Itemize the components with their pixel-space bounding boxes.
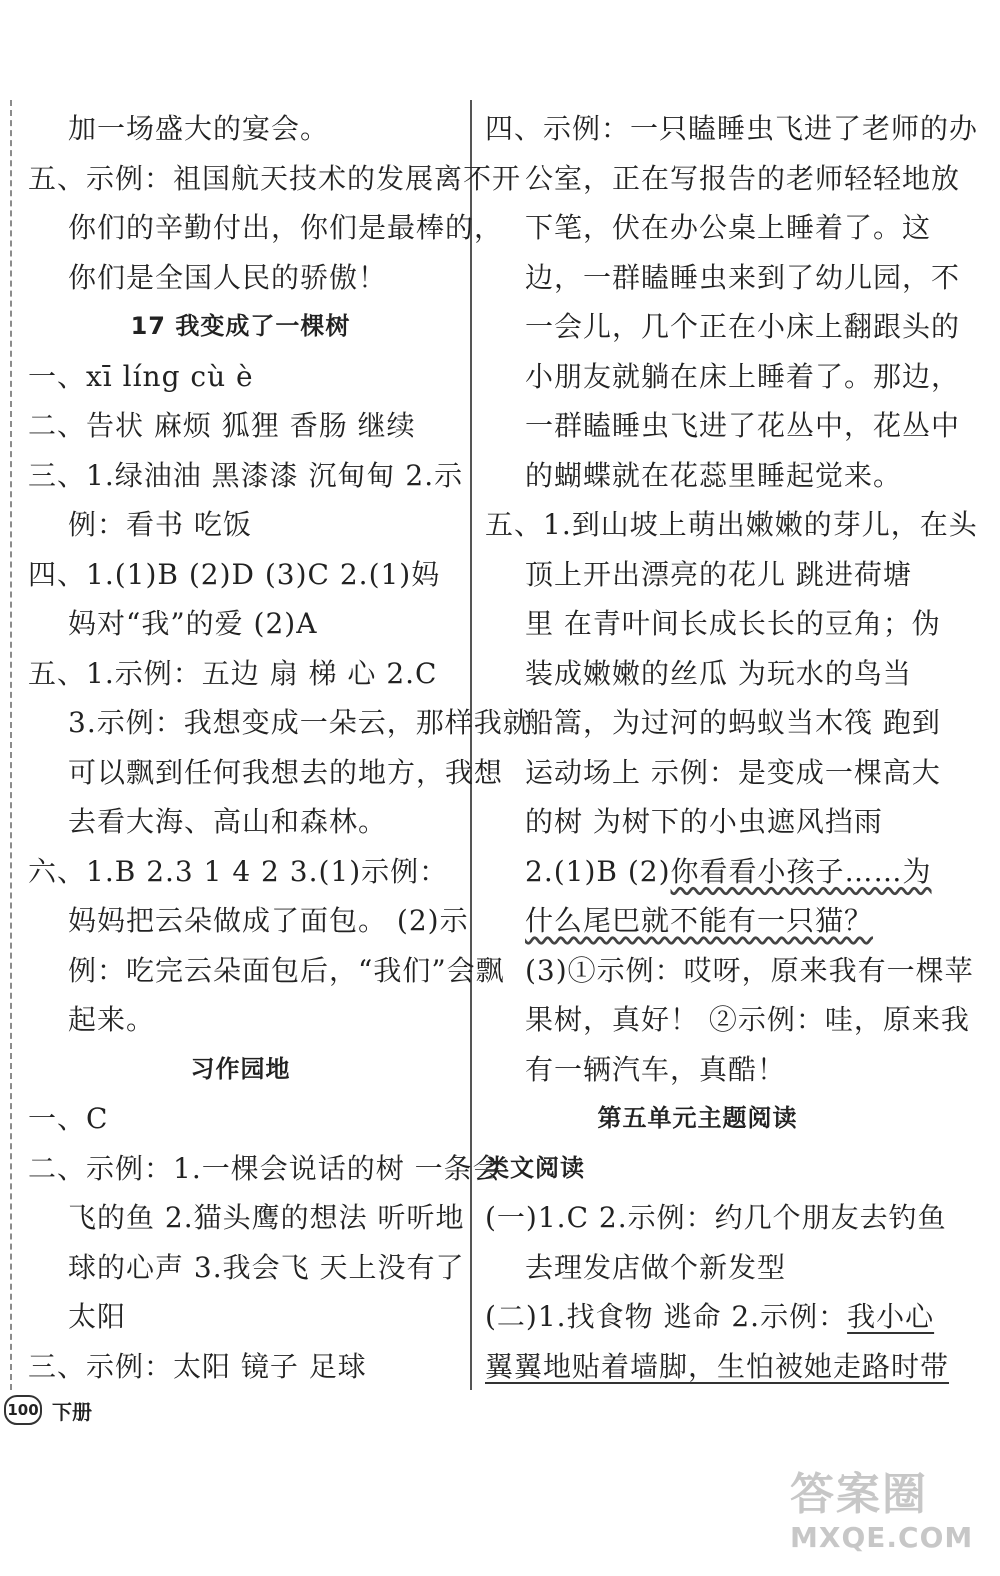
answer-text: 五、1.示例：五边 扇 梯 心 2.C [28, 656, 438, 690]
answer-text: 类文阅读 [485, 1153, 585, 1182]
answer-line [28, 847, 453, 897]
answer-line [28, 1144, 502, 1194]
answer-text: 运动场上 示例：是变成一棵高大 [525, 755, 941, 789]
answer-text: 小朋友就躺在床上睡着了。那边， [525, 359, 961, 393]
answer-text: 二、示例：1.一棵会说话的树 一条会 [28, 1151, 502, 1185]
answer-line [485, 550, 910, 600]
answer-line [28, 649, 453, 699]
underlined-answer-text: 你看看小孩子……为 [670, 854, 932, 888]
answer-text: 习作园地 [190, 1054, 291, 1083]
answer-text: 顶上开出漂亮的花儿 跳进荷塘 [525, 557, 912, 591]
answer-line [485, 302, 961, 352]
watermark-logo: 答案圈 [790, 1469, 928, 1520]
answer-text: 例：看书 吃饭 [68, 508, 252, 541]
answer-line [28, 1292, 453, 1342]
answer-line [485, 1292, 935, 1342]
answer-line [28, 896, 469, 946]
answer-line [28, 1243, 465, 1293]
answer-line [28, 401, 453, 451]
section-heading [28, 1045, 453, 1095]
answer-line [28, 500, 453, 550]
answer-text: 你们是全国人民的骄傲！ [68, 260, 388, 294]
answer-line [485, 599, 941, 649]
section-heading [28, 302, 453, 352]
answer-text: (3)①示例：哎呀，原来我有一棵苹 [525, 953, 974, 987]
answer-line [28, 203, 504, 253]
answer-text: 三、示例：太阳 镜子 足球 [28, 1349, 367, 1383]
answer-text: 的树 为树下的小虫遮风挡雨 [525, 805, 883, 838]
answer-text: (二)1.找食物 逃命 2.示例： [485, 1300, 848, 1333]
page-footer [4, 1395, 92, 1425]
answer-text: 五、示例：祖国航天技术的发展离不开 [28, 161, 522, 195]
answer-text: 妈对“我”的爱 (2)A [68, 607, 318, 640]
answer-line [485, 1193, 947, 1243]
answer-text: 太阳 [68, 1300, 127, 1333]
answer-line [485, 154, 961, 204]
answer-line [485, 698, 941, 748]
answer-line [485, 203, 932, 253]
answer-text: 妈妈把云朵做成了面包。 (2)示 [68, 904, 469, 937]
answer-text: 去理发店做个新发型 [525, 1250, 787, 1284]
answer-text: 的蝴蝶就在花蕊里睡起觉来。 [525, 458, 903, 492]
answer-line [485, 1342, 950, 1392]
answer-text: 二、告状 麻烦 狐狸 香肠 继续 [28, 409, 416, 442]
subsection-heading [485, 1144, 910, 1194]
answer-line [485, 401, 961, 451]
answer-line [28, 797, 453, 847]
answer-line [485, 649, 910, 699]
answer-line [485, 352, 961, 402]
site-watermark [790, 1470, 985, 1570]
answer-line [485, 995, 970, 1045]
answer-text: 下笔，伏在办公桌上睡着了。这 [525, 211, 932, 244]
answer-line [28, 253, 453, 303]
answer-line [485, 797, 910, 847]
answer-text: 3.示例：我想变成一朵云，那样我就 [68, 706, 532, 739]
answer-line [28, 1342, 453, 1392]
answer-text: 有一辆汽车，真酷！ [525, 1052, 787, 1086]
section-heading [485, 1094, 910, 1144]
answer-text: 2.(1)B (2) [525, 854, 671, 888]
watermark-url: MXQE.COM [790, 1521, 974, 1554]
answer-line [485, 1243, 910, 1293]
answer-text: 船篙，为过河的蚂蚁当木筏 跑到 [525, 706, 941, 739]
answer-text: 五、1.到山坡上萌出嫩嫩的芽儿，在头 [485, 508, 978, 541]
answer-line [28, 1193, 465, 1243]
answer-line [28, 995, 453, 1045]
answer-text: 一、xī líng cù è [28, 359, 254, 393]
answer-line [28, 1094, 453, 1144]
answer-line [485, 1045, 910, 1095]
answer-text: 第五单元主题阅读 [597, 1104, 798, 1132]
answer-line [28, 599, 453, 649]
answer-line [28, 550, 453, 600]
answer-text: 飞的鱼 2.猫头鹰的想法 听听地 [68, 1201, 465, 1234]
answer-text: 边，一群瞌睡虫来到了幼儿园，不 [525, 260, 961, 294]
underlined-answer-text: 什么尾巴就不能有一只猫？ [525, 904, 874, 937]
answer-line [28, 698, 532, 748]
answer-text: 去看大海、高山和森林。 [68, 805, 388, 838]
answer-text: 四、1.(1)B (2)D (3)C 2.(1)妈 [28, 557, 441, 591]
answer-line [485, 253, 961, 303]
answer-line [28, 451, 464, 501]
answer-text: 果树，真好！ ②示例：哇，原来我 [525, 1003, 970, 1036]
answer-text: 17 我变成了一棵树 [130, 312, 351, 340]
answer-text: 六、1.B 2.3 1 4 2 3.(1)示例： [28, 854, 449, 888]
answer-text: 公室，正在写报告的老师轻轻地放 [525, 161, 961, 195]
right-answer-column [485, 104, 979, 1391]
answer-text: 三、1.绿油油 黑漆漆 沉甸甸 2.示 [28, 458, 464, 492]
answer-text: 一会儿，几个正在小床上翻跟头的 [525, 310, 961, 343]
answer-text: 里 在青叶间长成长长的豆角；伪 [525, 607, 941, 640]
left-answer-column [28, 104, 532, 1391]
answer-line [485, 847, 932, 897]
answer-text: 加一场盛大的宴会。 [68, 112, 330, 145]
answer-line [28, 352, 453, 402]
answer-line [485, 451, 910, 501]
volume-label: 下册 [52, 1399, 92, 1424]
answer-line [485, 946, 974, 996]
answer-text: 例：吃完云朵面包后，“我们”会飘 [68, 953, 505, 987]
answer-line [485, 748, 941, 798]
answer-text: (一)1.C 2.示例：约几个朋友去钓鱼 [485, 1201, 947, 1234]
answer-text: 装成嫩嫩的丝瓜 为玩水的鸟当 [525, 656, 912, 690]
answer-line [28, 748, 504, 798]
answer-text: 可以飘到任何我想去的地方，我想 [68, 755, 504, 789]
cut-line-divider [10, 100, 12, 1390]
page-number-badge: 100 [4, 1395, 42, 1425]
answer-text: 四、示例：一只瞌睡虫飞进了老师的办 [485, 112, 979, 145]
underlined-answer-text: 我小心 [847, 1300, 935, 1333]
answer-line [485, 104, 979, 154]
answer-line [485, 896, 910, 946]
answer-text: 一、C [28, 1102, 109, 1135]
answer-text: 你们的辛勤付出，你们是最棒的， [68, 211, 504, 244]
answer-line [28, 104, 453, 154]
answer-text: 一群瞌睡虫飞进了花丛中，花丛中 [525, 409, 961, 442]
answer-line [28, 946, 505, 996]
answer-line [28, 154, 522, 204]
underlined-answer-text: 翼翼地贴着墙脚，生怕被她走路时带 [485, 1349, 950, 1383]
answer-text: 起来。 [68, 1003, 156, 1036]
answer-line [485, 500, 978, 550]
answer-text: 球的心声 3.我会飞 天上没有了 [68, 1250, 465, 1284]
